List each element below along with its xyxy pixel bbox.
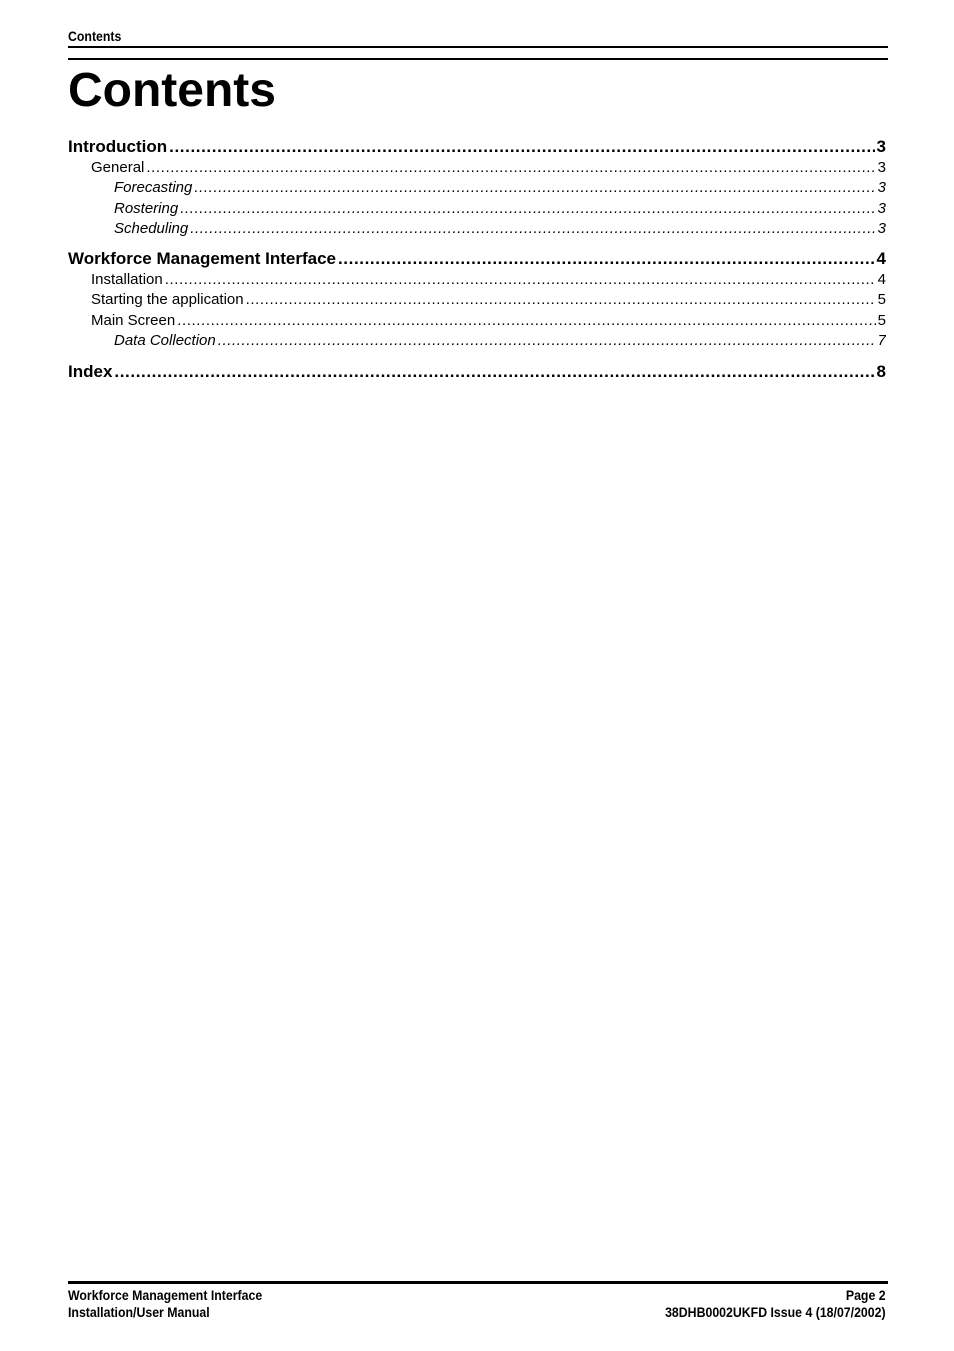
toc-entry-label: Rostering	[114, 199, 179, 217]
toc-dot-leader	[338, 248, 875, 270]
footer-rule	[68, 1281, 888, 1284]
toc-entry-page: 7	[877, 332, 886, 350]
toc-entry-page: 8	[876, 362, 886, 382]
footer-page-number: Page 2	[846, 1287, 886, 1303]
footer-document-reference: 38DHB0002UKFD Issue 4 (18/07/2002)	[665, 1304, 886, 1320]
toc-entry-workforce-management-interface[interactable]	[68, 248, 886, 270]
toc-dot-leader	[194, 178, 875, 198]
toc-entry-rostering[interactable]	[68, 199, 886, 219]
toc-entry-page: 5	[877, 311, 886, 329]
toc-entry-scheduling[interactable]	[68, 219, 886, 239]
toc-entry-page: 3	[877, 179, 886, 197]
toc-dot-leader	[190, 219, 875, 239]
toc-entry-label: Forecasting	[114, 179, 193, 197]
header-rule	[68, 46, 888, 48]
table-of-contents	[68, 136, 886, 383]
toc-entry-label: Installation	[91, 271, 163, 289]
toc-entry-page: 3	[876, 137, 886, 156]
footer-product-name: Workforce Management Interface	[68, 1287, 263, 1303]
toc-entry-page: 3	[877, 219, 886, 237]
toc-dot-leader	[146, 158, 875, 178]
toc-entry-page: 4	[877, 271, 886, 289]
toc-dot-leader	[165, 270, 876, 290]
toc-entry-label: Main Screen	[91, 311, 176, 329]
toc-dot-leader	[246, 290, 876, 310]
toc-entry-page: 3	[877, 199, 886, 217]
page-title: Contents	[68, 64, 276, 117]
toc-entry-label: Introduction	[68, 137, 168, 156]
toc-dot-leader	[177, 311, 875, 331]
toc-entry-label: Scheduling	[114, 219, 189, 237]
toc-entry-label: Starting the application	[91, 291, 244, 309]
toc-entry-data-collection[interactable]	[68, 331, 886, 351]
footer-right	[665, 1287, 886, 1321]
toc-entry-label: General	[91, 159, 145, 176]
footer-left	[68, 1287, 262, 1321]
toc-entry-forecasting[interactable]	[68, 178, 886, 198]
toc-dot-leader	[218, 331, 876, 351]
toc-dot-leader	[180, 199, 875, 219]
running-header: Contents	[68, 28, 122, 44]
toc-entry-starting-the-application[interactable]	[68, 290, 886, 310]
toc-entry-label: Index	[68, 362, 113, 382]
footer-manual-name: Installation/User Manual	[68, 1304, 210, 1320]
toc-entry-page: 3	[877, 159, 886, 176]
toc-entry-page: 5	[877, 291, 886, 309]
toc-entry-label: Workforce Management Interface	[68, 249, 336, 269]
toc-entry-label: Data Collection	[114, 332, 216, 350]
toc-entry-general[interactable]	[68, 158, 886, 178]
toc-dot-leader	[169, 136, 874, 158]
toc-entry-page: 4	[876, 249, 886, 269]
toc-entry-installation[interactable]	[68, 270, 886, 290]
toc-entry-introduction[interactable]	[68, 136, 886, 158]
toc-dot-leader	[114, 361, 874, 383]
toc-entry-index[interactable]	[68, 361, 886, 383]
header-rule-secondary	[68, 58, 888, 60]
toc-entry-main-screen[interactable]	[68, 311, 886, 331]
